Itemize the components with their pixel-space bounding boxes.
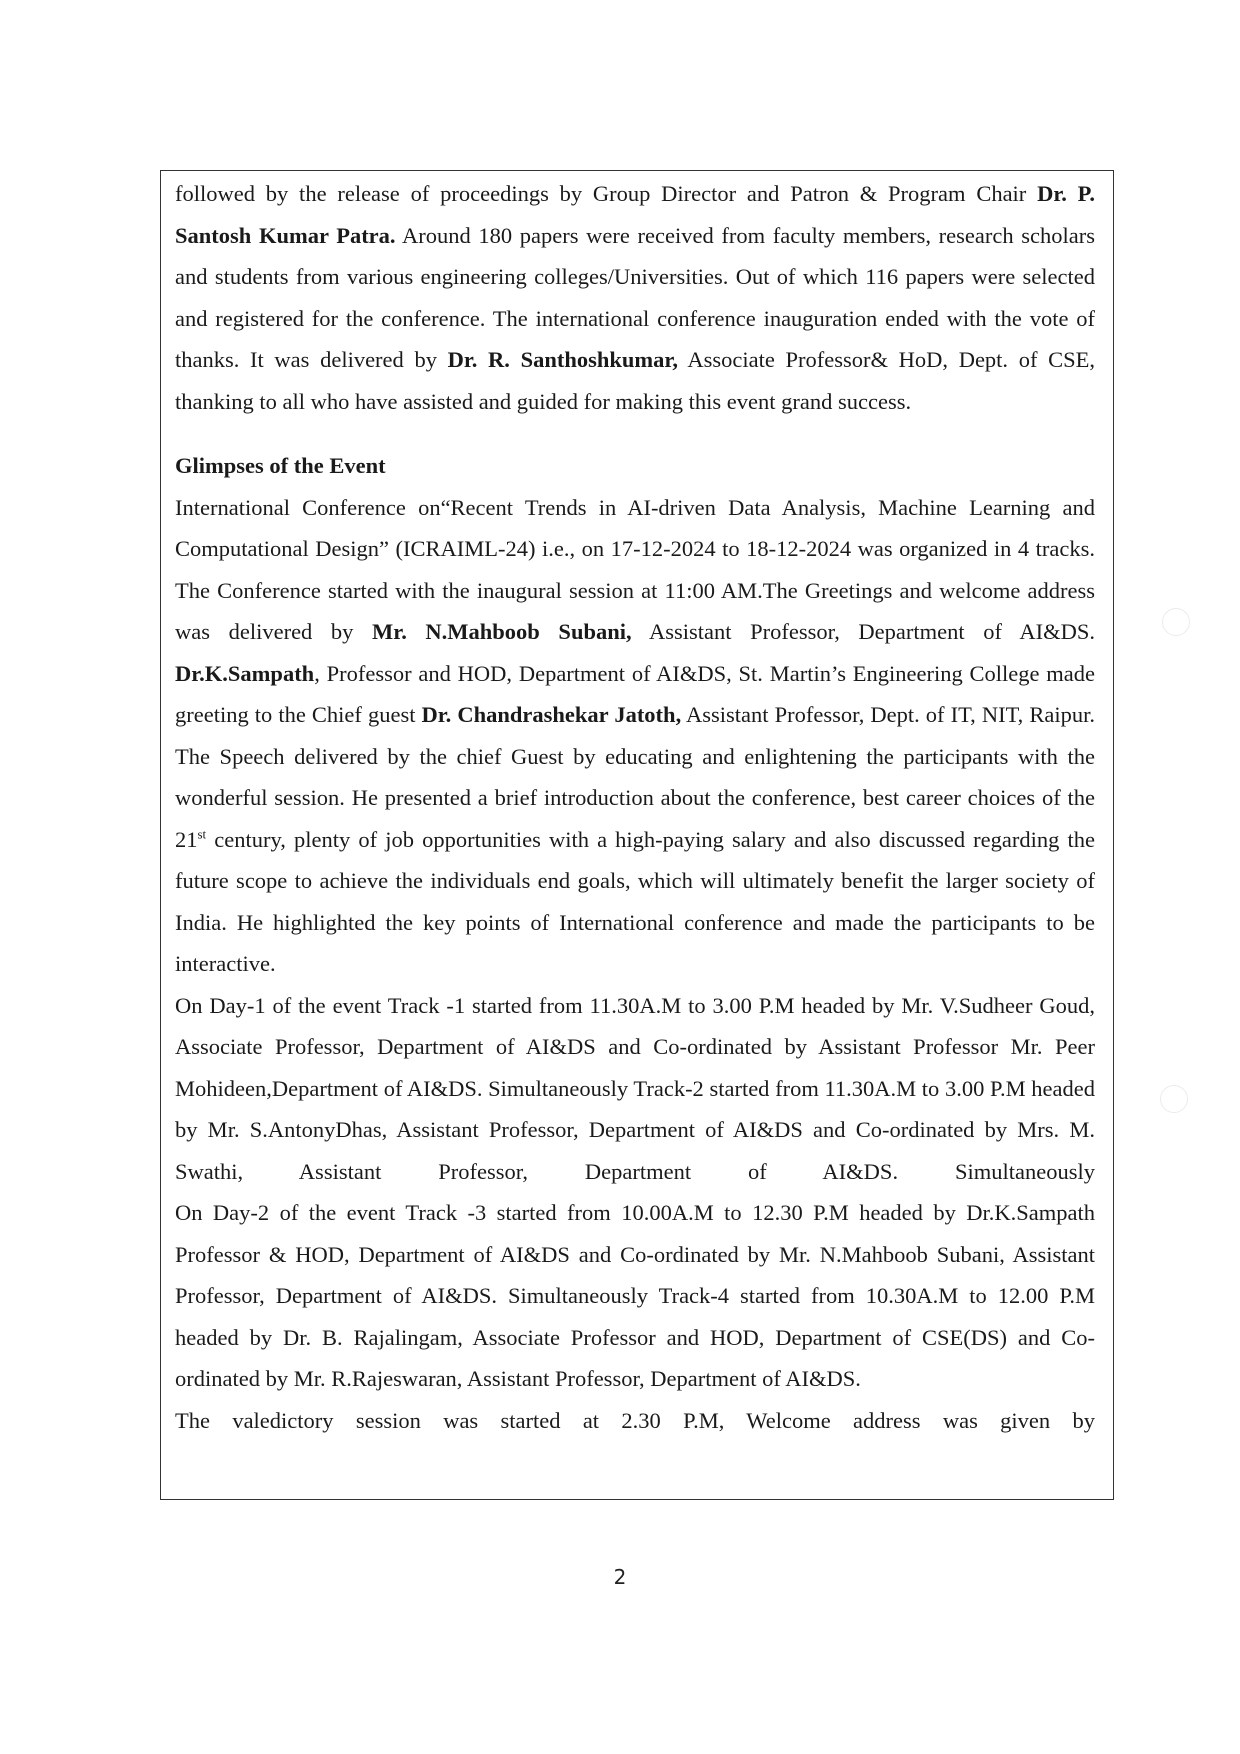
page-number: 2	[613, 1565, 627, 1589]
bold-name-hod-cse: Dr. R. Santhoshkumar,	[447, 347, 678, 372]
bold-name-chief-guest: Dr. Chandrashekar Jatoth,	[421, 702, 682, 727]
superscript: st	[197, 826, 207, 841]
text-span: Assistant Professor, Department of AI&DS.	[631, 619, 1095, 644]
bold-name-hod-aids: Dr.K.Sampath	[175, 660, 315, 686]
glimpses-paragraph	[175, 487, 1095, 985]
text-span: followed by the release of proceedings by Group Director and Patron & Program Chair	[175, 181, 1038, 206]
scan-artifact	[1160, 1085, 1188, 1113]
day2-paragraph: On Day-2 of the event Track -3 started from 10.00A.M to 12.30 P.M headed by Dr.K.Sampath Professor & HOD, Department of AI&DS and Co-ordinated by Mr. N.Mahboob Subani, Assistant Professor, Department of AI&DS. Simultaneously Track-4 started from 10.30A.M to 12.00 P.M headed by Dr. B. Rajalingam, Associate Professor and HOD, Department of CSE(DS) and Co-ordinated by Mr. R.Rajeswaran, Assistant Professor, Department of AI&DS.	[175, 1200, 1095, 1391]
intro-paragraph	[175, 173, 1095, 422]
text-span: International Conference on“Recent Trends in AI-driven Data Analysis, Machine Learning and Computational Design” (ICRAIML-24) i.e., on 17-12-2024 to 18-12-2024 was organized in 4 tracks. The Conference started with the inaugural session at 11:00 AM.The Greetings and welcome address was delivered by	[175, 494, 1095, 644]
bold-name-patron: Dr. P. Santosh Kumar Patra.	[175, 181, 1095, 248]
day1-paragraph: On Day-1 of the event Track -1 started from 11.30A.M to 3.00 P.M headed by Mr. V.Sudheer Goud, Associate Professor, Department of AI&DS and Co-ordinated by Assistant Professor Mr. Peer Mohideen,Department of AI&DS. Simultaneously Track-2 started from 11.30A.M to 3.00 P.M headed by Mr. S.AntonyDhas, Assistant Professor, Department of AI&DS and Co-ordinated by Mrs. M. Swathi, Assistant Professor, Department of AI&DS. Simultaneously	[175, 992, 1095, 1184]
text-span: Associate Professor& HoD, Dept. of CSE, thanking to all who have assisted and guided for making this event grand success.	[175, 347, 1096, 414]
text-span: century, plenty of job opportunities with a high-paying salary and also discussed regarding the future scope to achieve the individuals end goals, which will ultimately benefit the larger society of India. He highlighted the key points of International conference and made the participants to be interactive.	[175, 826, 1095, 976]
text-span: , Professor and HOD, Department of AI&DS, St. Martin’s Engineering College made greeting to the Chief guest	[175, 660, 1095, 727]
section-heading: Glimpses of the Event	[175, 453, 386, 478]
bold-name-welcome-speaker: Mr. N.Mahboob Subani,	[372, 619, 632, 644]
scan-artifact	[1162, 608, 1190, 636]
bordered-text-frame	[160, 170, 1114, 1500]
text-span: Around 180 papers were received from faculty members, research scholars and students from various engineering colleges/Universities. Out of which 116 papers were selected and registered for the conference. The international conference inauguration ended with the vote of thanks. It was delivered by	[175, 222, 1095, 372]
text-span: Assistant Professor, Dept. of IT, NIT, Raipur. The Speech delivered by the chief Guest by educating and enlightening the participants with the wonderful session. He presented a brief introduction about the conference, best career choices of the 21	[175, 702, 1095, 852]
valedictory-paragraph: The valedictory session was started at 2.30 P.M, Welcome address was given by	[175, 1407, 1095, 1433]
